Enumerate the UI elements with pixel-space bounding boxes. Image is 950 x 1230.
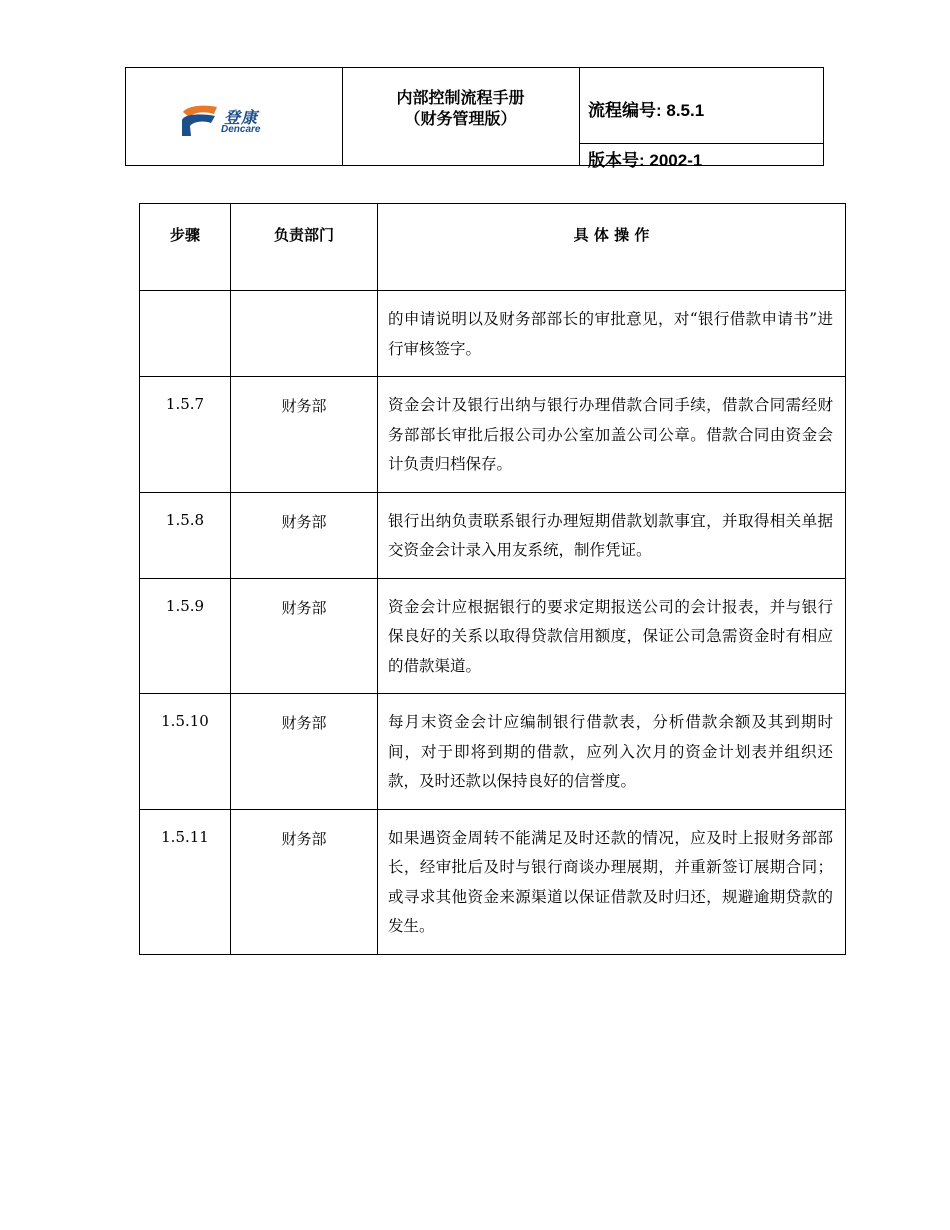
logo-name-cn: 登康 <box>224 108 259 127</box>
step-cell: 1.5.11 <box>140 809 231 954</box>
step-cell: 1.5.9 <box>140 578 231 694</box>
table-header-row <box>140 204 846 291</box>
step-cell: 1.5.10 <box>140 694 231 810</box>
ops-cell: 如果遇资金周转不能满足及时还款的情况，应及时上报财务部部长，经审批后及时与银行商谈办理展期，并重新签订展期合同；或寻求其他资金来源渠道以保证借款及时归还，规避逾期贷款的发生。 <box>378 809 846 954</box>
dept-cell: 财务部 <box>231 377 378 493</box>
step-cell: 1.5.7 <box>140 377 231 493</box>
title-cell <box>342 68 580 165</box>
ops-cell: 每月末资金会计应编制银行借款表，分析借款余额及其到期时间，对于即将到期的借款，应列入次月的资金计划表并组织还款，及时还款以保持良好的信誉度。 <box>378 694 846 810</box>
process-number: 流程编号: 8.5.1 <box>588 101 705 120</box>
step-cell <box>140 291 231 377</box>
document-header <box>125 67 824 170</box>
manual-subtitle: （财务管理版） <box>404 109 517 128</box>
dept-cell: 财务部 <box>231 492 378 578</box>
dencare-logo-icon <box>181 104 221 138</box>
manual-title: 内部控制流程手册 <box>396 88 525 107</box>
ops-cell: 资金会计及银行出纳与银行办理借款合同手续，借款合同需经财务部部长审批后报公司办公室加盖公司公章。借款合同由资金会计负责归档保存。 <box>378 377 846 493</box>
ops-cell: 银行出纳负责联系银行办理短期借款划款事宜，并取得相关单据交资金会计录入用友系统，制作凭证。 <box>378 492 846 578</box>
ops-cell: 资金会计应根据银行的要求定期报送公司的会计报表，并与银行保良好的关系以取得贷款信用额度，保证公司急需资金时有相应的借款渠道。 <box>378 578 846 694</box>
table-row <box>140 809 846 954</box>
header-dept: 负责部门 <box>231 204 378 291</box>
table-row <box>140 291 846 377</box>
table-row <box>140 694 846 810</box>
procedure-table <box>139 203 846 955</box>
version-number: 版本号: 2002-1 <box>588 151 703 170</box>
header-step: 步骤 <box>140 204 231 291</box>
header-ops: 具 体 操 作 <box>378 204 846 291</box>
dept-cell: 财务部 <box>231 809 378 954</box>
step-cell: 1.5.8 <box>140 492 231 578</box>
dept-cell <box>231 291 378 377</box>
table-row <box>140 578 846 694</box>
logo-name-en: Dencare <box>221 124 261 135</box>
ops-cell: 的申请说明以及财务部部长的审批意见，对“银行借款申请书”进行审核签字。 <box>378 291 846 377</box>
company-logo <box>181 104 281 138</box>
table-row <box>140 377 846 493</box>
meta-cell <box>579 68 823 170</box>
dept-cell: 财务部 <box>231 694 378 810</box>
table-row <box>140 492 846 578</box>
logo-cell <box>126 68 343 165</box>
dept-cell: 财务部 <box>231 578 378 694</box>
